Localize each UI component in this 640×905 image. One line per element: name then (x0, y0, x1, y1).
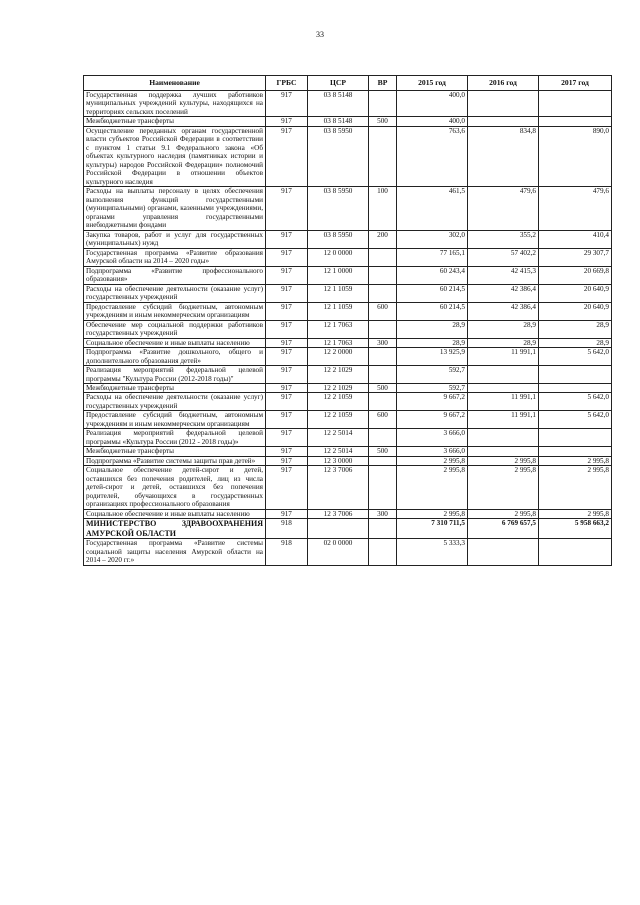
cell-vr (369, 393, 397, 411)
cell-2015: 2 995,8 (397, 456, 468, 465)
cell-2017: 28,9 (539, 320, 612, 338)
table-row (84, 539, 612, 565)
cell-grbs: 917 (266, 266, 308, 284)
cell-2016: 42 415,3 (468, 266, 539, 284)
cell-2015: 302,0 (397, 230, 468, 248)
cell-2015: 28,9 (397, 338, 468, 347)
cell-2017: 20 669,8 (539, 266, 612, 284)
cell-grbs: 917 (266, 466, 308, 509)
cell-2015: 77 165,1 (397, 248, 468, 266)
cell-2015: 13 925,9 (397, 348, 468, 366)
cell-2017: 28,9 (539, 338, 612, 347)
cell-vr (369, 348, 397, 366)
table-row (84, 91, 612, 117)
cell-2016 (468, 366, 539, 384)
cell-grbs: 917 (266, 338, 308, 347)
cell-vr (369, 248, 397, 266)
cell-2017 (539, 429, 612, 447)
cell-2017: 2 995,8 (539, 456, 612, 465)
cell-grbs: 917 (266, 393, 308, 411)
cell-2016: 2 995,8 (468, 509, 539, 518)
cell-2017: 5 642,0 (539, 393, 612, 411)
cell-2017: 2 995,8 (539, 466, 612, 509)
cell-2016: 11 991,1 (468, 411, 539, 429)
cell-vr (369, 519, 397, 539)
cell-2015: 60 214,5 (397, 302, 468, 320)
cell-csr: 12 1 1059 (308, 284, 369, 302)
table-row (84, 383, 612, 392)
cell-2017 (539, 383, 612, 392)
cell-grbs: 918 (266, 539, 308, 565)
cell-2015: 400,0 (397, 117, 468, 126)
cell-name: Государственная программа «Развитие системы социальной защиты населения Амурской области на 2014 – 2020 гг.» (84, 539, 266, 565)
cell-2015: 400,0 (397, 91, 468, 117)
cell-vr: 600 (369, 302, 397, 320)
cell-grbs: 917 (266, 320, 308, 338)
table-row (84, 429, 612, 447)
cell-vr (369, 126, 397, 186)
cell-vr: 300 (369, 338, 397, 347)
cell-vr: 500 (369, 383, 397, 392)
cell-2016: 57 402,2 (468, 248, 539, 266)
cell-name: Государственная программа «Развитие образования Амурской области на 2014 – 2020 годы» (84, 248, 266, 266)
cell-grbs: 917 (266, 447, 308, 456)
cell-csr: 03 8 5950 (308, 126, 369, 186)
cell-name: Предоставление субсидий бюджетным, автономным учреждениям и иным некоммерческим организациям (84, 411, 266, 429)
cell-csr: 12 2 5014 (308, 429, 369, 447)
cell-grbs: 917 (266, 248, 308, 266)
cell-vr (369, 266, 397, 284)
cell-csr: 03 8 5148 (308, 117, 369, 126)
cell-name: Межбюджетные трансферты (84, 447, 266, 456)
cell-vr: 500 (369, 117, 397, 126)
header-2015: 2015 год (397, 76, 468, 91)
cell-name: Реализация мероприятий федеральной целевой программы «Культура России (2012 - 2018 годы)» (84, 429, 266, 447)
cell-csr: 12 1 0000 (308, 266, 369, 284)
cell-2016: 28,9 (468, 320, 539, 338)
cell-csr: 12 2 5014 (308, 447, 369, 456)
cell-grbs: 918 (266, 519, 308, 539)
cell-csr: 12 3 0000 (308, 456, 369, 465)
table-row (84, 126, 612, 186)
cell-2015: 5 333,3 (397, 539, 468, 565)
cell-2017: 479,6 (539, 187, 612, 230)
cell-name: Расходы на обеспечение деятельности (оказание услуг) государственных учреждений (84, 284, 266, 302)
cell-name: Государственная поддержка лучших работников муниципальных учреждений культуры, находящихся на территориях сельских поселений (84, 91, 266, 117)
table-row (84, 348, 612, 366)
cell-2017: 2 995,8 (539, 509, 612, 518)
cell-vr: 500 (369, 447, 397, 456)
cell-2016: 11 991,1 (468, 393, 539, 411)
cell-vr: 600 (369, 411, 397, 429)
header-csr: ЦСР (308, 76, 369, 91)
cell-csr: 03 8 5148 (308, 91, 369, 117)
cell-vr (369, 456, 397, 465)
page-number: 33 (316, 30, 324, 39)
header-2017: 2017 год (539, 76, 612, 91)
cell-grbs: 917 (266, 383, 308, 392)
cell-2016: 11 991,1 (468, 348, 539, 366)
cell-2017: 5 642,0 (539, 411, 612, 429)
cell-csr: 12 2 1059 (308, 393, 369, 411)
cell-grbs: 917 (266, 456, 308, 465)
cell-2016 (468, 429, 539, 447)
cell-2017: 20 640,9 (539, 302, 612, 320)
cell-csr: 12 1 7063 (308, 338, 369, 347)
cell-name: Обеспечение мер социальной поддержки работников государственных учреждений (84, 320, 266, 338)
cell-2016 (468, 91, 539, 117)
cell-2017: 890,0 (539, 126, 612, 186)
cell-csr: 02 0 0000 (308, 539, 369, 565)
header-name: Наименование (84, 76, 266, 91)
cell-2015: 2 995,8 (397, 466, 468, 509)
cell-2016: 42 386,4 (468, 302, 539, 320)
cell-csr: 12 2 1059 (308, 411, 369, 429)
cell-2016 (468, 447, 539, 456)
cell-csr: 12 2 0000 (308, 348, 369, 366)
cell-vr (369, 466, 397, 509)
cell-2016: 479,6 (468, 187, 539, 230)
cell-2015: 60 243,4 (397, 266, 468, 284)
table-row (84, 519, 612, 539)
cell-vr: 200 (369, 230, 397, 248)
cell-name: Предоставление субсидий бюджетным, автономным учреждениям и иным некоммерческим организациям (84, 302, 266, 320)
cell-2017 (539, 366, 612, 384)
cell-2016: 42 386,4 (468, 284, 539, 302)
cell-2017: 5 642,0 (539, 348, 612, 366)
cell-2017: 29 307,7 (539, 248, 612, 266)
cell-vr (369, 91, 397, 117)
cell-csr: 12 3 7006 (308, 509, 369, 518)
cell-vr (369, 284, 397, 302)
cell-2017 (539, 117, 612, 126)
table-row (84, 338, 612, 347)
cell-csr: 12 3 7006 (308, 466, 369, 509)
cell-grbs: 917 (266, 411, 308, 429)
cell-csr: 12 1 7063 (308, 320, 369, 338)
table-row (84, 117, 612, 126)
cell-2016 (468, 383, 539, 392)
cell-2015: 763,6 (397, 126, 468, 186)
cell-2015: 9 667,2 (397, 393, 468, 411)
cell-2015: 60 214,5 (397, 284, 468, 302)
header-2016: 2016 год (468, 76, 539, 91)
budget-table (83, 75, 612, 566)
cell-name: Осуществление переданных органам государственной власти субъектов Российской Федерации в соответствии с пунктом 1 статьи 9.1 Федерального закона «Об объектах культурного наследия (памятниках истории и культуры) народов Российской Федерации» полномочий Российской Федерации в отношении объектов культурного наследия (84, 126, 266, 186)
cell-name: Социальное обеспечение и иные выплаты населению (84, 338, 266, 347)
cell-2016 (468, 117, 539, 126)
cell-2016: 2 995,8 (468, 466, 539, 509)
cell-name: Социальное обеспечение детей-сирот и детей, оставшихся без попечения родителей, лиц из числа детей-сирот и детей, оставшихся без попечения родителей, обучающихся в государственных организациях профессионального образования (84, 466, 266, 509)
cell-2015: 592,7 (397, 383, 468, 392)
table-row (84, 187, 612, 230)
cell-grbs: 917 (266, 509, 308, 518)
cell-2017: 5 958 663,2 (539, 519, 612, 539)
cell-vr: 300 (369, 509, 397, 518)
table-header-row (84, 76, 612, 91)
cell-name: Закупка товаров, работ и услуг для государственных (муниципальных) нужд (84, 230, 266, 248)
cell-2017 (539, 91, 612, 117)
cell-grbs: 917 (266, 429, 308, 447)
cell-2015: 592,7 (397, 366, 468, 384)
cell-vr (369, 429, 397, 447)
cell-grbs: 917 (266, 187, 308, 230)
cell-name: Подпрограмма «Развитие дошкольного, общего и дополнительного образования детей» (84, 348, 266, 366)
cell-2015: 9 667,2 (397, 411, 468, 429)
table-row (84, 230, 612, 248)
cell-vr (369, 366, 397, 384)
table-row (84, 302, 612, 320)
cell-2017 (539, 447, 612, 456)
cell-name: Подпрограмма «Развитие системы защиты прав детей» (84, 456, 266, 465)
table-row (84, 466, 612, 509)
cell-2017: 410,4 (539, 230, 612, 248)
cell-2016: 2 995,8 (468, 456, 539, 465)
table-row (84, 284, 612, 302)
cell-name: Подпрограмма «Развитие профессионального образования» (84, 266, 266, 284)
cell-csr: 03 8 5950 (308, 230, 369, 248)
cell-2015: 3 666,0 (397, 447, 468, 456)
cell-name: Реализация мероприятий федеральной целевой программы "Культура России (2012-2018 годы)" (84, 366, 266, 384)
cell-2016: 834,8 (468, 126, 539, 186)
cell-2015: 461,5 (397, 187, 468, 230)
table-row (84, 320, 612, 338)
table-row (84, 366, 612, 384)
cell-csr: 12 1 1059 (308, 302, 369, 320)
cell-vr (369, 320, 397, 338)
cell-grbs: 917 (266, 230, 308, 248)
cell-name: Межбюджетные трансферты (84, 383, 266, 392)
cell-name: Расходы на выплаты персоналу в целях обеспечения выполнения функций государственными (муниципальными) органами, казенными учреждениями, органами управления государственными внебюджетными фондами (84, 187, 266, 230)
table-row (84, 248, 612, 266)
cell-2017: 20 640,9 (539, 284, 612, 302)
header-vr: ВР (369, 76, 397, 91)
table-row (84, 411, 612, 429)
cell-vr (369, 539, 397, 565)
cell-2016 (468, 539, 539, 565)
cell-2016: 6 769 657,5 (468, 519, 539, 539)
cell-2017 (539, 539, 612, 565)
table-row (84, 447, 612, 456)
cell-grbs: 917 (266, 91, 308, 117)
cell-csr: 03 8 5950 (308, 187, 369, 230)
table-row (84, 456, 612, 465)
cell-name: МИНИСТЕРСТВО ЗДРАВООХРАНЕНИЯ АМУРСКОЙ ОБЛАСТИ (84, 519, 266, 539)
cell-2016: 355,2 (468, 230, 539, 248)
cell-name: Социальное обеспечение и иные выплаты населению (84, 509, 266, 518)
cell-csr: 12 2 1029 (308, 383, 369, 392)
cell-2015: 28,9 (397, 320, 468, 338)
cell-grbs: 917 (266, 366, 308, 384)
table-body (84, 91, 612, 566)
table-row (84, 509, 612, 518)
cell-2015: 2 995,8 (397, 509, 468, 518)
cell-2016: 28,9 (468, 338, 539, 347)
table-row (84, 393, 612, 411)
cell-2015: 3 666,0 (397, 429, 468, 447)
table-row (84, 266, 612, 284)
cell-name: Расходы на обеспечение деятельности (оказание услуг) государственных учреждений (84, 393, 266, 411)
cell-csr (308, 519, 369, 539)
cell-csr: 12 2 1029 (308, 366, 369, 384)
cell-grbs: 917 (266, 117, 308, 126)
cell-csr: 12 0 0000 (308, 248, 369, 266)
cell-grbs: 917 (266, 302, 308, 320)
cell-2015: 7 310 711,5 (397, 519, 468, 539)
cell-grbs: 917 (266, 284, 308, 302)
cell-grbs: 917 (266, 348, 308, 366)
header-grbs: ГРБС (266, 76, 308, 91)
cell-name: Межбюджетные трансферты (84, 117, 266, 126)
cell-vr: 100 (369, 187, 397, 230)
cell-grbs: 917 (266, 126, 308, 186)
